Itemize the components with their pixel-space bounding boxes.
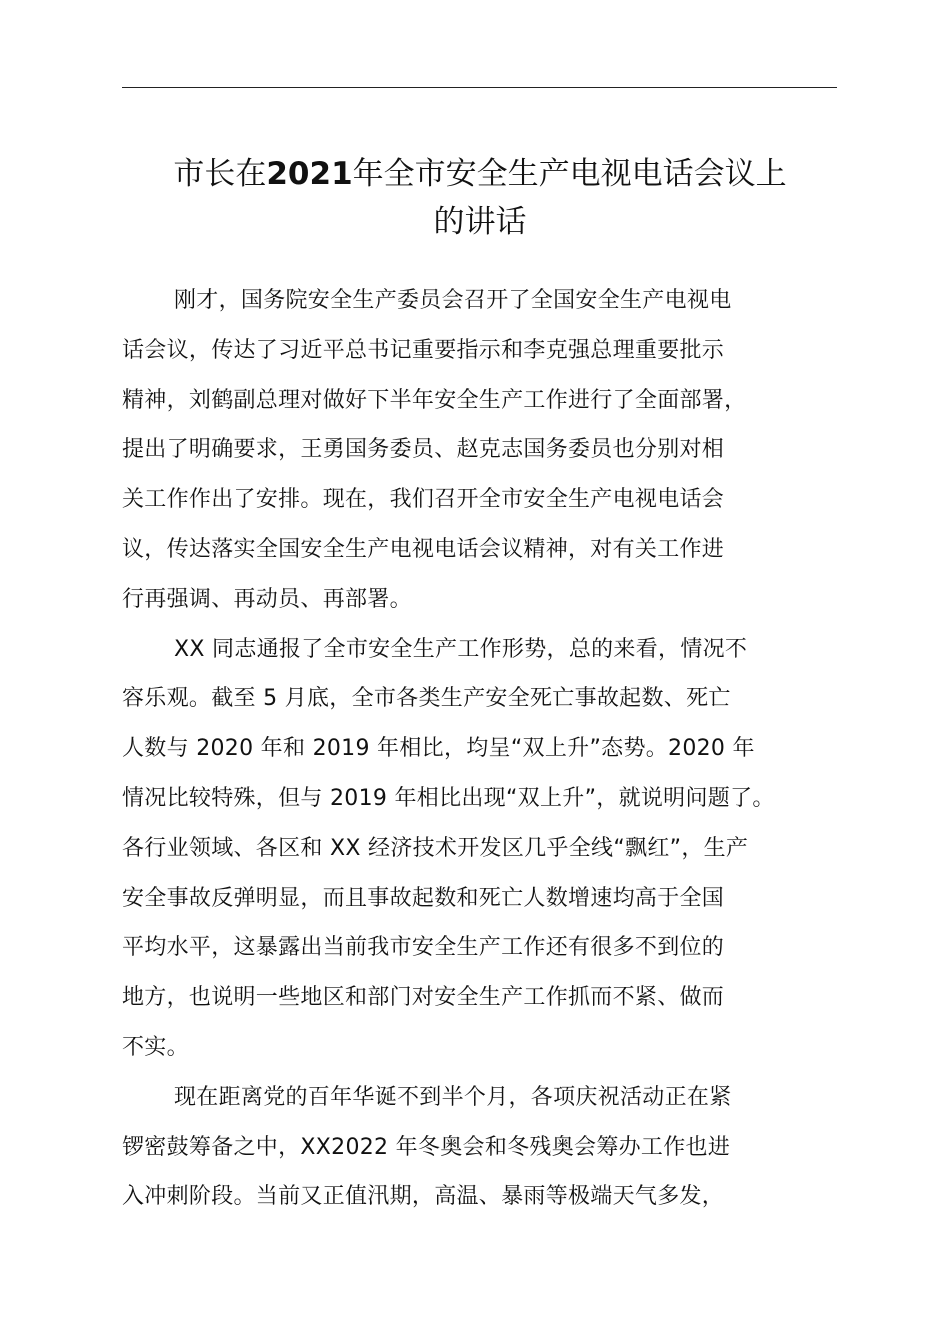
paragraph-line: 现在距离党的百年华诞不到半个月，各项庆祝活动正在紧	[174, 1084, 732, 1110]
paragraph-line: 入冲刺阶段。当前又正值汛期，高温、暴雨等极端天气多发，	[122, 1184, 725, 1210]
paragraph-2	[122, 625, 862, 1073]
paragraph-line: 容乐观。截至 5 月底，全市各类生产安全死亡事故起数、死亡	[122, 686, 731, 712]
paragraph-1	[122, 276, 862, 625]
paragraph-line: 刚才，国务院安全生产委员会召开了全国安全生产电视电	[174, 288, 732, 313]
title-prefix: 市长在	[173, 156, 267, 192]
title-line1-rest: 年全市安全生产电视电话会议上	[352, 156, 787, 192]
paragraph-line: 议，传达落实全国安全生产电视电话会议精神，对有关工作进	[122, 536, 725, 562]
paragraph-line: XX 同志通报了全市安全生产工作形势，总的来看，情况不	[174, 636, 748, 662]
title-line2: 的讲话	[433, 204, 527, 240]
paragraph-line: 锣密鼓筹备之中，XX2022 年冬奥会和冬残奥会筹办工作也进	[122, 1134, 731, 1160]
document-title	[110, 150, 850, 246]
title-year: 2021	[266, 156, 353, 192]
document-body	[122, 276, 862, 1222]
paragraph-line: 不实。	[122, 1034, 189, 1060]
paragraph-line: 精神，刘鹤副总理对做好下半年安全生产工作进行了全面部署，	[122, 387, 747, 413]
paragraph-line: 关工作作出了安排。现在，我们召开全市安全生产电视电话会	[122, 487, 725, 513]
paragraph-line: 情况比较特殊，但与 2019 年相比出现“双上升”，就说明问题了。	[122, 785, 775, 811]
paragraph-line: 地方，也说明一些地区和部门对安全生产工作抓而不紧、做而	[122, 985, 725, 1011]
paragraph-line: 安全事故反弹明显，而且事故起数和死亡人数增速均高于全国	[122, 885, 725, 911]
paragraph-line: 话会议，传达了习近平总书记重要指示和李克强总理重要批示	[122, 337, 725, 363]
paragraph-line: 人数与 2020 年和 2019 年相比，均呈“双上升”态势。2020 年	[122, 736, 755, 762]
header-rule	[122, 87, 837, 88]
paragraph-line: 平均水平，这暴露出当前我市安全生产工作还有很多不到位的	[122, 935, 725, 961]
paragraph-line: 提出了明确要求，王勇国务委员、赵克志国务委员也分别对相	[122, 437, 725, 463]
paragraph-3	[122, 1073, 862, 1222]
paragraph-line: 行再强调、再动员、再部署。	[122, 586, 412, 612]
paragraph-line: 各行业领域、各区和 XX 经济技术开发区几乎全线“飘红”，生产	[122, 835, 749, 861]
